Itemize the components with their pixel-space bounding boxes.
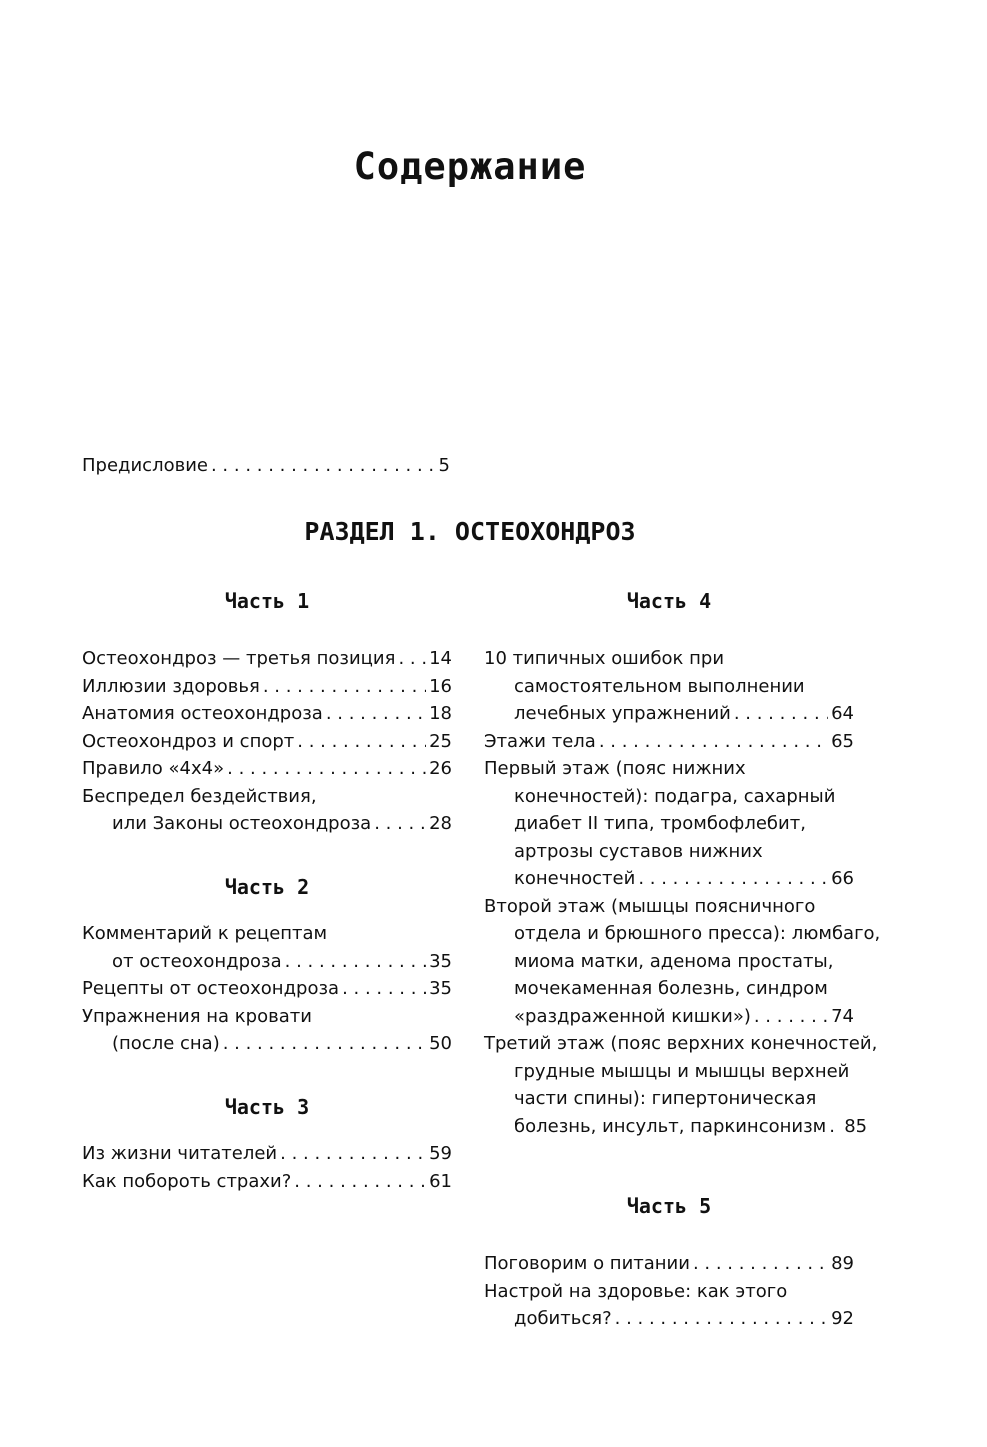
toc-line — [484, 783, 854, 811]
leader-dots — [326, 700, 426, 728]
toc-line — [484, 865, 854, 893]
toc-line — [82, 920, 452, 948]
preface-block — [82, 452, 450, 480]
toc-entry-title: Рецепты от остеохондроза — [82, 978, 340, 999]
leader-dots — [599, 728, 828, 756]
toc-page-number: 64 — [831, 703, 854, 724]
toc-line — [484, 1278, 854, 1306]
toc-entry — [82, 1140, 452, 1168]
toc-line — [484, 893, 854, 921]
toc-line — [82, 975, 452, 1003]
toc-line — [484, 810, 854, 838]
toc-entry — [82, 728, 452, 756]
toc-page-number: 89 — [831, 1253, 854, 1274]
toc-entry — [82, 975, 452, 1003]
part-4-entries — [484, 645, 881, 1140]
toc-line — [484, 1030, 878, 1058]
toc-entry-title: самостоятельном выполнении — [514, 675, 805, 697]
leader-dots — [398, 645, 426, 673]
toc-line — [484, 1003, 854, 1031]
toc-entry-title: грудные мышцы и мышцы верхней — [514, 1060, 850, 1082]
toc-line — [484, 673, 854, 701]
toc-entry-title: части спины): гипертоническая — [514, 1088, 817, 1109]
section-title: РАЗДЕЛ 1. ОСТЕОХОНДРОЗ — [304, 517, 636, 546]
toc-entry — [82, 920, 452, 975]
toc-line — [82, 1003, 452, 1031]
toc-entry-title: болезнь, инсульт, паркинсонизм — [514, 1115, 827, 1137]
part-5-entries — [484, 1250, 854, 1333]
toc-entry-title: Остеохондроз — третья позиция — [82, 648, 396, 669]
toc-page-number: 5 — [438, 455, 450, 476]
leader-dots — [280, 1140, 426, 1168]
leader-dots — [829, 1113, 841, 1141]
toc-entry — [484, 755, 854, 893]
toc-entry — [484, 1250, 854, 1278]
toc-line — [484, 1305, 854, 1333]
toc-entry — [484, 1030, 878, 1140]
toc-page-number: 85 — [844, 1115, 868, 1137]
toc-entry-title: конечностей — [514, 868, 636, 889]
toc-line — [484, 645, 854, 673]
toc-entry-title: мочекаменная болезнь, синдром — [514, 978, 828, 999]
toc-line — [484, 1250, 854, 1278]
toc-entry-title: добиться? — [514, 1308, 612, 1329]
leader-dots — [285, 948, 426, 976]
toc-line — [82, 1168, 452, 1196]
toc-entry-title: отдела и брюшного пресса): люмбаго, — [514, 923, 881, 944]
toc-line — [82, 1140, 452, 1168]
leader-dots — [693, 1250, 828, 1278]
leader-dots — [342, 975, 426, 1003]
toc-entry-title: или Законы остеохондроза — [112, 813, 372, 834]
toc-line — [484, 920, 881, 948]
toc-entry — [484, 645, 854, 728]
leader-dots — [754, 1003, 828, 1031]
toc-page-number: 25 — [429, 730, 452, 752]
leader-dots — [294, 1168, 426, 1196]
toc-line — [484, 755, 854, 783]
toc-entry — [82, 1168, 452, 1196]
toc-page-number: 74 — [831, 1005, 854, 1027]
leader-dots — [297, 728, 426, 756]
part-5-title: Часть 5 — [626, 1194, 712, 1218]
leader-dots — [227, 755, 426, 783]
toc-entry-title: (после сна) — [112, 1033, 220, 1054]
toc-page-number: 61 — [429, 1170, 452, 1192]
toc-page-number: 16 — [429, 675, 452, 697]
toc-page-number: 65 — [831, 730, 854, 752]
toc-page-number: 18 — [429, 703, 452, 724]
part-2-entries — [82, 920, 452, 1058]
toc-line — [484, 948, 854, 976]
toc-entry-title: лечебных упражнений — [514, 703, 731, 724]
toc-page-number: 92 — [831, 1308, 854, 1329]
toc-line — [82, 645, 452, 673]
part-1-entries — [82, 645, 452, 838]
toc-entry — [82, 1003, 452, 1058]
toc-entry — [484, 893, 881, 1031]
page-title: Содержание — [353, 145, 587, 188]
toc-entry-title: Второй этаж (мышцы поясничного — [484, 895, 816, 917]
part-4-title: Часть 4 — [626, 589, 712, 613]
toc-line — [484, 700, 854, 728]
leader-dots — [734, 700, 828, 728]
toc-entry-title: Остеохондроз и спорт — [82, 730, 295, 752]
leader-dots — [638, 865, 828, 893]
toc-entry — [484, 1278, 854, 1333]
toc-entry — [82, 673, 452, 701]
toc-entry-title: Как побороть страхи? — [82, 1170, 292, 1192]
toc-line — [484, 728, 854, 756]
toc-entry-title: миома матки, аденома простаты, — [514, 950, 834, 972]
toc-entry — [484, 728, 854, 756]
toc-entry-preface — [82, 452, 450, 480]
toc-entry-title: Из жизни читателей — [82, 1143, 278, 1164]
toc-line — [82, 1030, 452, 1058]
toc-page-number: 59 — [429, 1143, 452, 1164]
toc-entry-title: Упражнения на кровати — [82, 1005, 312, 1027]
leader-dots — [211, 452, 436, 480]
toc-line — [484, 1113, 868, 1141]
toc-line — [484, 1058, 854, 1086]
toc-page-number: 14 — [429, 648, 452, 669]
toc-entry-title: 10 типичных ошибок при — [484, 648, 725, 669]
toc-entry-title: Иллюзии здоровья — [82, 675, 260, 697]
toc-page-number: 28 — [429, 813, 452, 834]
toc-entry — [82, 700, 452, 728]
toc-line — [484, 975, 854, 1003]
part-2-title: Часть 2 — [224, 875, 310, 899]
toc-line — [82, 810, 452, 838]
toc-entry-title: от остеохондроза — [112, 950, 282, 972]
toc-line — [82, 728, 452, 756]
toc-entry-title: Комментарий к рецептам — [82, 923, 328, 944]
toc-entry — [82, 755, 452, 783]
toc-entry-title: Анатомия остеохондроза — [82, 703, 323, 724]
toc-entry-title: конечностей): подагра, сахарный — [514, 785, 836, 807]
toc-entry-title: артрозы суставов нижних — [514, 840, 763, 862]
toc-line — [484, 1085, 854, 1113]
toc-line — [82, 700, 452, 728]
toc-entry-title: «раздраженной кишки») — [514, 1005, 751, 1027]
part-1-title: Часть 1 — [224, 589, 310, 613]
leader-dots — [374, 810, 426, 838]
toc-entry-title: Правило «4х4» — [82, 758, 225, 779]
toc-line — [82, 783, 452, 811]
toc-line — [82, 948, 452, 976]
leader-dots — [263, 673, 426, 701]
toc-entry-title: Поговорим о питании — [484, 1253, 690, 1274]
toc-line — [82, 755, 452, 783]
toc-page-number: 26 — [429, 758, 452, 779]
toc-line — [82, 673, 452, 701]
toc-page-number: 35 — [429, 978, 452, 999]
toc-entry-title: Беспредел бездействия, — [82, 785, 317, 807]
toc-page-number: 35 — [429, 950, 452, 972]
toc-entry — [82, 645, 452, 673]
part-3-title: Часть 3 — [224, 1095, 310, 1119]
leader-dots — [615, 1305, 828, 1333]
toc-entry-title: Первый этаж (пояс нижних — [484, 758, 746, 779]
part-3-entries — [82, 1140, 452, 1195]
toc-page-number: 50 — [429, 1033, 452, 1054]
toc-entry-title: Третий этаж (пояс верхних конечностей, — [484, 1033, 878, 1054]
toc-page-number: 66 — [831, 868, 854, 889]
toc-entry — [82, 783, 452, 838]
toc-line — [484, 838, 854, 866]
toc-entry-title: Настрой на здоровье: как этого — [484, 1280, 788, 1302]
toc-entry-title: Этажи тела — [484, 730, 596, 752]
toc-entry-title: Предисловие — [82, 455, 208, 476]
toc-entry-title: диабет II типа, тромбофлебит, — [514, 813, 806, 834]
leader-dots — [223, 1030, 426, 1058]
